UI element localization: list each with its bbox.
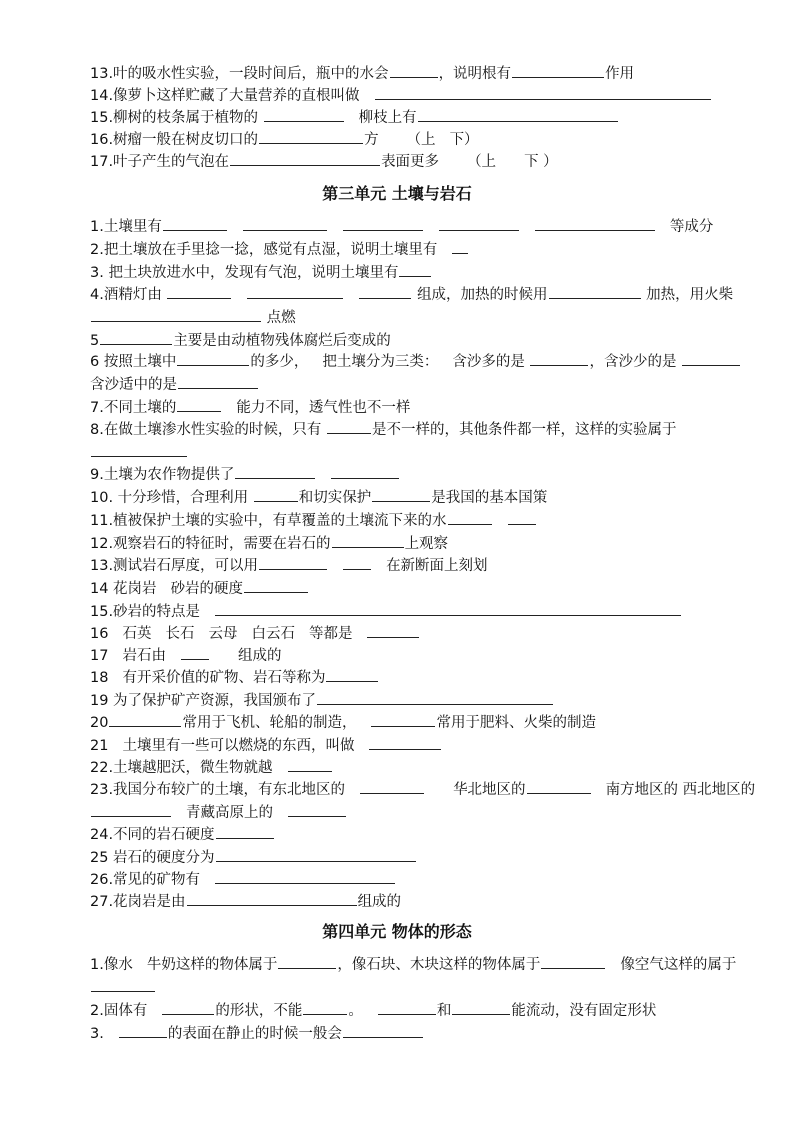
- question-u3-2: 2.把土壤放在手里捻一捻，感觉有点湿，说明土壤里有: [60, 238, 770, 260]
- answer-blank[interactable]: [371, 711, 435, 727]
- question-u4-3: 3. 的表面在静止的时候一般会: [60, 1022, 770, 1044]
- unit-4-title: 第四单元 物体的形态: [322, 922, 472, 941]
- question-u3-12: 12.观察岩石的特征时，需要在岩石的 上观察: [60, 532, 770, 554]
- question-u3-6: 6 按照土壤中 的多少， 把土壤分为三类： 含沙多的是 ，含沙少的是 含沙适中的是: [60, 350, 770, 396]
- answer-blank[interactable]: [399, 261, 431, 277]
- question-u2-16: 16.树瘤一般在树皮切口的 方 （上 下）: [60, 128, 770, 150]
- question-u2-15: 15.柳树的枝条属于植物的 柳枝上有: [60, 106, 770, 128]
- question-u3-24: 24.不同的岩石硬度: [60, 823, 770, 845]
- answer-blank[interactable]: [343, 215, 423, 231]
- answer-blank[interactable]: [216, 846, 416, 862]
- answer-blank[interactable]: [259, 128, 363, 144]
- answer-blank[interactable]: [162, 999, 214, 1015]
- answer-blank[interactable]: [390, 62, 438, 78]
- answer-blank[interactable]: [549, 283, 641, 299]
- answer-blank[interactable]: [100, 329, 172, 345]
- question-u3-10: 10. 十分珍惜，合理利用 和切实保护 是我国的基本国策: [60, 486, 770, 508]
- question-u3-15: 15.砂岩的特点是: [60, 600, 770, 622]
- answer-blank[interactable]: [359, 283, 411, 299]
- question-u2-13: 13.叶的吸水性实验，一段时间后，瓶中的水会 ，说明根有 作用: [60, 62, 770, 84]
- question-u3-26: 26.常见的矿物有: [60, 868, 770, 890]
- answer-blank[interactable]: [332, 532, 404, 548]
- question-u3-21: 21 土壤里有一些可以燃烧的东西，叫做: [60, 734, 770, 756]
- question-u3-16: 16 石英 长石 云母 白云石 等都是: [60, 622, 770, 644]
- answer-blank[interactable]: [541, 953, 605, 969]
- answer-blank[interactable]: [326, 666, 378, 682]
- question-u4-1: 1.像水 牛奶这样的物体属于 ，像石块、木块这样的物体属于 像空气这样的属于: [60, 953, 770, 999]
- answer-blank[interactable]: [682, 350, 740, 366]
- answer-blank[interactable]: [91, 306, 261, 322]
- answer-blank[interactable]: [119, 1022, 167, 1038]
- question-u3-19: 19 为了保护矿产资源，我国颁布了: [60, 689, 770, 711]
- question-u3-1: 1.土壤里有 等成分: [60, 215, 770, 237]
- question-u3-13: 13.测试岩石厚度，可以用 在新断面上刻划: [60, 554, 770, 576]
- answer-blank[interactable]: [448, 509, 492, 525]
- answer-blank[interactable]: [215, 600, 681, 616]
- answer-blank[interactable]: [187, 890, 357, 906]
- answer-blank[interactable]: [167, 283, 231, 299]
- answer-blank[interactable]: [216, 823, 274, 839]
- question-u3-8: 8.在做土壤渗水性实验的时候，只有 是不一样的，其他条件都一样，这样的实验属于: [60, 418, 770, 464]
- answer-blank[interactable]: [527, 778, 591, 794]
- question-u3-18: 18 有开采价值的矿物、岩石等称为: [60, 666, 770, 688]
- answer-blank[interactable]: [303, 999, 347, 1015]
- answer-blank[interactable]: [439, 215, 519, 231]
- answer-blank[interactable]: [235, 463, 315, 479]
- answer-blank[interactable]: [343, 554, 371, 570]
- question-u3-27: 27.花岗岩是由 组成的: [60, 890, 770, 912]
- question-u3-25: 25 岩石的硬度分为: [60, 846, 770, 868]
- answer-blank[interactable]: [177, 396, 221, 412]
- answer-blank[interactable]: [91, 801, 171, 817]
- question-u3-17: 17 岩石由 组成的: [60, 644, 770, 666]
- question-u3-23: 23.我国分布较广的土壤，有东北地区的 华北地区的 南方地区的 西北地区的青藏高原上的: [60, 778, 770, 824]
- answer-blank[interactable]: [91, 976, 155, 992]
- answer-blank[interactable]: [244, 577, 308, 593]
- question-u3-4: 4.酒精灯由 组成，加热的时候用 加热，用火柴 点燃: [60, 283, 770, 329]
- answer-blank[interactable]: [247, 283, 343, 299]
- question-u3-14: 14 花岗岩 砂岩的硬度: [60, 577, 770, 599]
- answer-blank[interactable]: [343, 1022, 423, 1038]
- answer-blank[interactable]: [331, 463, 399, 479]
- answer-blank[interactable]: [91, 441, 187, 457]
- answer-blank[interactable]: [508, 509, 536, 525]
- answer-blank[interactable]: [530, 350, 588, 366]
- answer-blank[interactable]: [452, 999, 510, 1015]
- answer-blank[interactable]: [109, 711, 181, 727]
- answer-blank[interactable]: [317, 689, 553, 705]
- answer-blank[interactable]: [177, 350, 249, 366]
- question-u3-7: 7.不同土壤的 能力不同，透气性也不一样: [60, 396, 770, 418]
- answer-blank[interactable]: [181, 644, 209, 660]
- answer-blank[interactable]: [369, 734, 441, 750]
- answer-blank[interactable]: [178, 373, 258, 389]
- answer-blank[interactable]: [215, 868, 395, 884]
- unit-3-title: 第三单元 土壤与岩石: [322, 184, 472, 203]
- question-u3-22: 22.土壤越肥沃，微生物就越: [60, 756, 770, 778]
- question-u4-2: 2.固体有 的形状，不能 。 和 能流动，没有固定形状: [60, 999, 770, 1021]
- answer-blank[interactable]: [327, 418, 371, 434]
- question-u3-11: 11.植被保护土壤的实验中，有草覆盖的土壤流下来的水: [60, 509, 770, 531]
- answer-blank[interactable]: [372, 486, 430, 502]
- answer-blank[interactable]: [288, 801, 346, 817]
- answer-blank[interactable]: [378, 999, 436, 1015]
- answer-blank[interactable]: [264, 106, 344, 122]
- question-u2-14: 14.像萝卜这样贮藏了大量营养的直根叫做: [60, 84, 770, 106]
- answer-blank[interactable]: [418, 106, 618, 122]
- answer-blank[interactable]: [243, 215, 327, 231]
- answer-blank[interactable]: [360, 778, 424, 794]
- answer-blank[interactable]: [288, 756, 332, 772]
- answer-blank[interactable]: [367, 622, 419, 638]
- answer-blank[interactable]: [278, 953, 336, 969]
- answer-blank[interactable]: [259, 554, 327, 570]
- question-u3-20: 20 常用于飞机、轮船的制造， 常用于肥料、火柴的制造: [60, 711, 770, 733]
- answer-blank[interactable]: [512, 62, 604, 78]
- answer-blank[interactable]: [452, 238, 468, 254]
- answer-blank[interactable]: [375, 84, 711, 100]
- answer-blank[interactable]: [230, 150, 380, 166]
- answer-blank[interactable]: [254, 486, 298, 502]
- question-u2-17: 17.叶子产生的气泡在 表面更多 （上 下 ）: [60, 150, 770, 172]
- answer-blank[interactable]: [163, 215, 227, 231]
- question-u3-5: 5 主要是由动植物残体腐烂后变成的: [60, 329, 770, 351]
- question-u3-9: 9.土壤为农作物提供了: [60, 463, 770, 485]
- answer-blank[interactable]: [535, 215, 655, 231]
- question-u3-3: 3. 把土块放进水中，发现有气泡，说明土壤里有: [60, 261, 770, 283]
